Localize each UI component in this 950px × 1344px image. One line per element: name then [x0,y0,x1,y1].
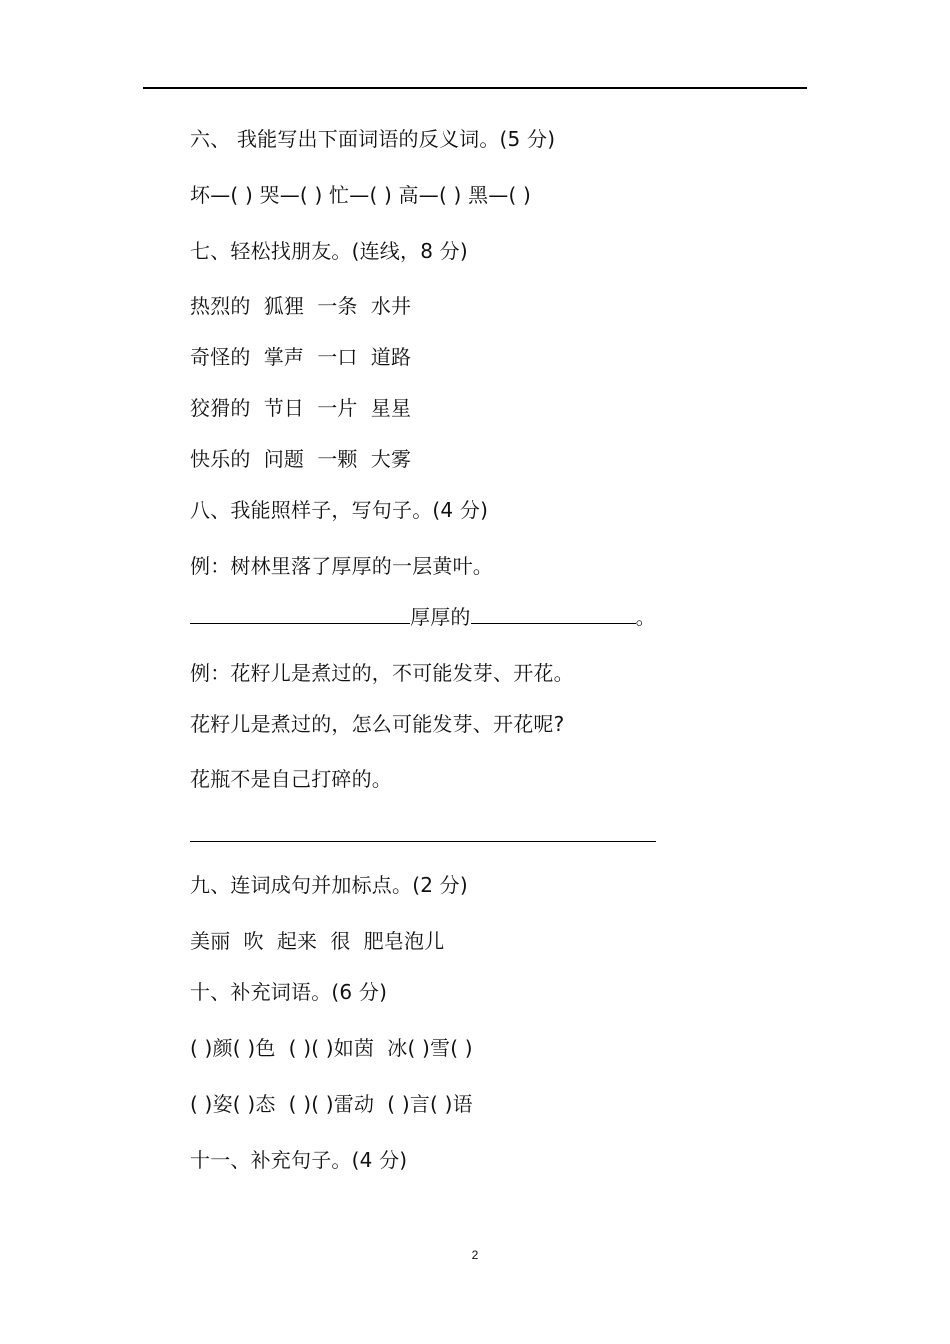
header-rule [143,87,807,89]
q6-items: 坏—( ) 哭—( ) 忙—( ) 高—( ) 黑—( ) [190,183,532,207]
q8-heading: 八、我能照样子，写句子。(4 分) [190,498,489,522]
q10-row1: ( )颜( )色 ( )( )如茵 冰( )雪( ) [190,1036,473,1060]
q10-heading: 十、补充词语。(6 分) [190,980,388,1004]
q7-heading: 七、轻松找朋友。(连线，8 分) [190,239,468,263]
q6-heading: 六、 我能写出下面词语的反义词。(5 分) [190,127,556,151]
q7-row: 狡猾的 节日 一片 星星 [190,396,412,420]
q8-prompt: 花瓶不是自己打碎的。 [190,767,392,791]
answer-blank[interactable] [190,605,410,624]
q8-fill-line [190,604,656,630]
fill-end-text: 。 [635,605,656,629]
answer-blank[interactable] [471,605,636,624]
q9-heading: 九、连词成句并加标点。(2 分) [190,873,468,897]
fill-middle-text: 厚厚的 [410,605,471,629]
q9-words: 美丽 吹 起来 很 肥皂泡儿 [190,929,445,953]
q8-answer-line [190,822,656,848]
page-number: 2 [471,1248,479,1262]
q7-row: 快乐的 问题 一颗 大雾 [190,447,412,471]
q8-example2: 例：花籽儿是煮过的，不可能发芽、开花。 [190,661,574,685]
q8-example1: 例：树林里落了厚厚的一层黄叶。 [190,554,493,578]
answer-blank[interactable] [190,823,656,842]
q7-row: 奇怪的 掌声 一口 道路 [190,345,412,369]
q11-heading: 十一、补充句子。(4 分) [190,1148,408,1172]
q7-row: 热烈的 狐狸 一条 水井 [190,294,412,318]
q10-row2: ( )姿( )态 ( )( )雷动 ( )言( )语 [190,1092,473,1116]
q8-example2-answer: 花籽儿是煮过的，怎么可能发芽、开花呢? [190,712,565,736]
